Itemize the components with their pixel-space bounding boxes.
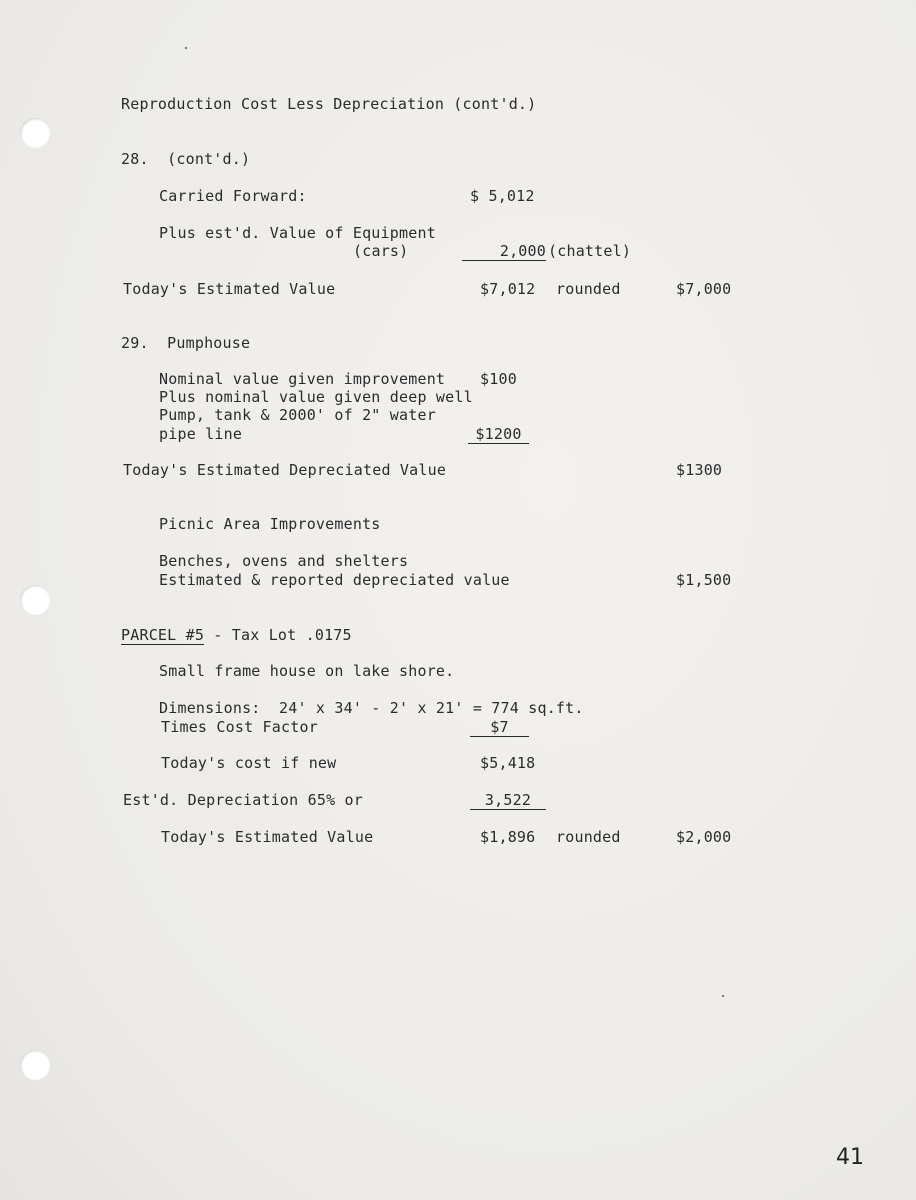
picnic-heading: Picnic Area Improvements [159,515,381,533]
cost-if-new-label: Today's cost if new [161,754,337,772]
picnic-line-1: Benches, ovens and shelters [159,552,409,570]
pumphouse-line-1-value: $100 [480,370,517,388]
parcel-5-total-value: $1,896 [480,828,536,846]
item-29-total-value: $1300 [676,461,723,479]
depreciation-label: Est'd. Depreciation 65% or [123,791,363,809]
item-28-total-value: $7,012 [480,280,536,298]
item-29-total-label: Today's Estimated Depreciated Value [123,461,447,479]
pumphouse-line-3: Pump, tank & 2000' of 2" water [159,406,436,424]
item-28-rounded-value: $7,000 [676,280,732,298]
binder-hole-bottom [20,1050,50,1080]
equipment-label-cars: (cars) [353,242,409,260]
binder-hole-top [20,118,50,148]
item-28-heading: 28. (cont'd.) [121,150,251,168]
cost-factor-value: $7 [470,718,529,737]
carried-forward-value: $ 5,012 [470,187,535,205]
parcel-5-heading-underlined: PARCEL #5 [121,626,205,644]
carried-forward-label: Carried Forward: [159,187,307,205]
parcel-5-rounded-value: $2,000 [676,828,732,846]
paper-speck [185,47,187,49]
equipment-value: 2,000 [462,242,546,261]
parcel-5-dimensions: Dimensions: 24' x 34' - 2' x 21' = 774 sq.ft. [159,699,584,717]
picnic-line-2: Estimated & reported depreciated value [159,571,510,589]
page-number: 41 [836,1145,864,1170]
picnic-value: $1,500 [676,571,732,589]
parcel-5-rounded-word: rounded [556,828,621,846]
pumphouse-line-2: Plus nominal value given deep well [159,388,473,406]
cost-if-new-value: $5,418 [480,754,536,772]
paper-speck [722,995,724,997]
equipment-note: (chattel) [548,242,632,260]
pumphouse-line-4-value: $1200 [468,425,529,444]
parcel-5-heading [121,626,352,644]
item-29-heading: 29. Pumphouse [121,334,251,352]
pumphouse-line-4: pipe line [159,425,243,443]
binder-hole-middle [20,585,50,615]
parcel-5-description: Small frame house on lake shore. [159,662,455,680]
page-header: Reproduction Cost Less Depreciation (cont'd.) [121,95,537,113]
equipment-label: Plus est'd. Value of Equipment [159,224,436,242]
item-28-rounded-word: rounded [556,280,621,298]
cost-factor-label: Times Cost Factor [161,718,318,736]
parcel-5-total-label: Today's Estimated Value [161,828,374,846]
pumphouse-line-1: Nominal value given improvement [159,370,446,388]
parcel-5-heading-rest: - Tax Lot .0175 [204,626,352,644]
depreciation-value: 3,522 [470,791,546,810]
item-28-total-label: Today's Estimated Value [123,280,336,298]
